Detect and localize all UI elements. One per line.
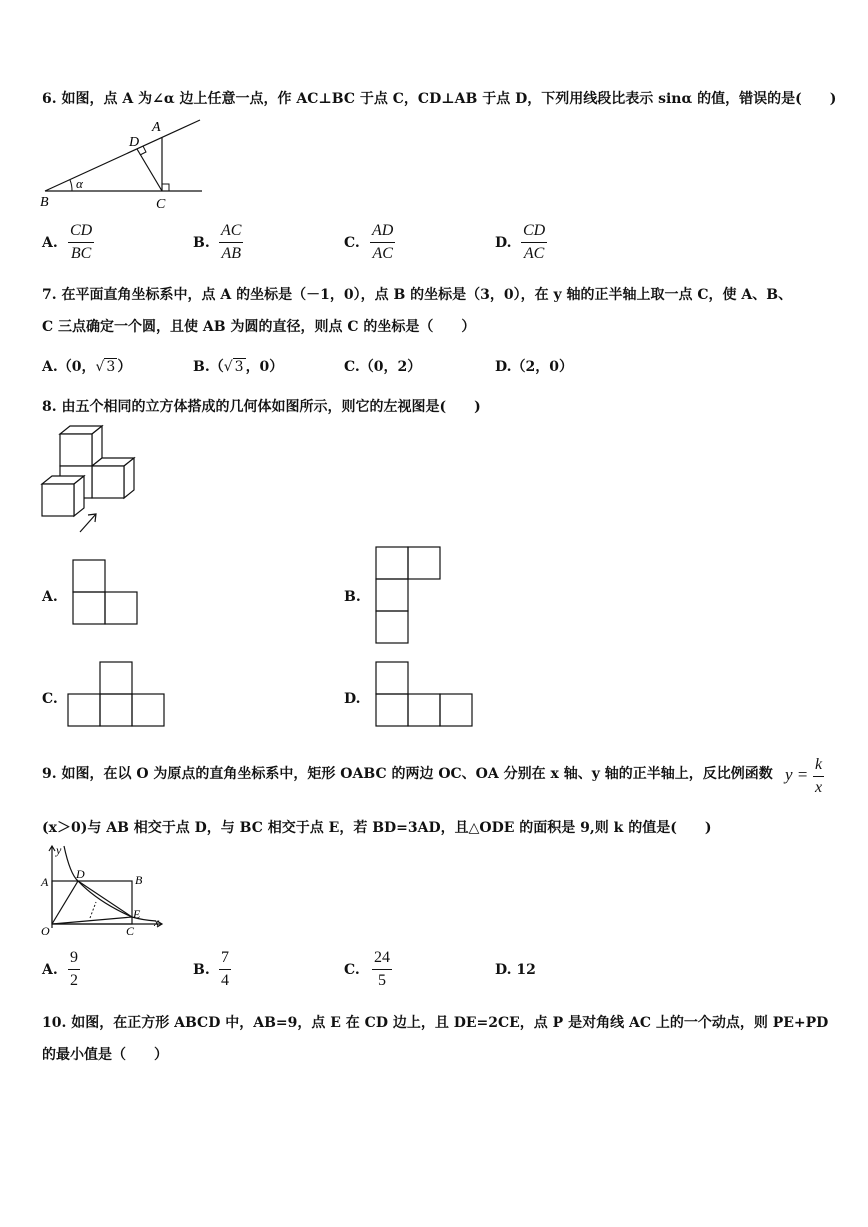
option-fraction: $\frac{9}{2}$ [70, 949, 78, 989]
q9-label-D: D [76, 867, 85, 881]
option-fraction: $\frac{24}{5}$ [374, 949, 390, 989]
q8-option-a-view [72, 559, 140, 627]
option-label: B. [193, 235, 210, 251]
q6-stem: 6. 如图，点 A 为∠α 边上任意一点，作 AC⊥BC 于点 C，CD⊥AB 于点 D，下列用线段比表示 sinα 的值，错误的是( ) [42, 91, 837, 107]
q7-option-b[interactable]: B.（√ 3 ，0） [193, 359, 284, 375]
q9-label-x: x [154, 915, 160, 929]
q10-stem-line2: 的最小值是（ ） [42, 1047, 168, 1063]
q6-figure [40, 116, 210, 211]
option-label: B. [193, 962, 210, 978]
option-fraction: $\frac{AD}{AC}$ [372, 222, 394, 262]
option-fraction: $\frac{AC}{AB}$ [221, 222, 242, 262]
option-fraction: $\frac{7}{4}$ [221, 949, 229, 989]
q6-label-alpha: α [76, 176, 83, 191]
q9-label-C: C [126, 924, 135, 937]
q9-figure [38, 842, 168, 937]
q7-option-d[interactable]: D.（2，0） [495, 359, 573, 375]
q9-label-A: A [41, 875, 49, 889]
option-fraction: $\frac{CD}{BC}$ [70, 222, 93, 262]
q9-label-y: y [56, 843, 62, 857]
option-label: C. [344, 962, 360, 978]
q7-stem-line2: C 三点确定一个圆，且使 AB 为圆的直径，则点 C 的坐标是（ ） [42, 319, 476, 335]
sqrt-symbol: √ 3 [223, 359, 244, 375]
sqrt-symbol: √ 3 [95, 359, 116, 375]
option-label: A. [42, 962, 58, 978]
q9-function: y = $\frac{k}{x}$ [785, 756, 823, 796]
q9-stem-line1: 9. 如图，在以 O 为原点的直角坐标系中，矩形 OABC 的两边 OC、OA 分别在 x 轴、y 轴的正半轴上，反比例函数 [42, 766, 773, 782]
q8-stem: 8. 由五个相同的立方体搭成的几何体如图所示，则它的左视图是( ) [42, 399, 481, 415]
q9-stem-line2: (x＞0)与 AB 相交于点 D，与 BC 相交于点 E，若 BD=3AD，且△ODE 的面积是 9,则 k 的值是( ) [42, 820, 712, 836]
q7-stem-line1: 7. 在平面直角坐标系中，点 A 的坐标是（－1，0），点 B 的坐标是（3，0），在 y 轴的正半轴上取一点 C，使 A、B、 [42, 287, 793, 303]
q9-option-d[interactable]: D. 12 [495, 962, 536, 978]
option-fraction: $\frac{CD}{AC}$ [523, 222, 546, 262]
q6-label-A: A [152, 120, 161, 135]
q8-option-d-view [375, 661, 475, 729]
q7-option-c[interactable]: C.（0，2） [344, 359, 422, 375]
option-label: A. [42, 589, 58, 605]
q6-label-B: B [40, 195, 49, 210]
q7-option-a[interactable]: A.（0，√ 3 ） [42, 359, 132, 375]
option-label: C. [42, 691, 58, 707]
option-label: D. [344, 691, 361, 707]
option-label: C. [344, 235, 360, 251]
q10-stem-line1: 10. 如图，在正方形 ABCD 中，AB=9，点 E 在 CD 边上，且 DE=2CE，点 P 是对角线 AC 上的一个动点，则 PE+PD [42, 1015, 829, 1031]
q9-label-E: E [133, 907, 141, 921]
q9-label-B: B [135, 873, 143, 887]
q8-cube-figure [38, 422, 138, 537]
q6-label-D: D [129, 135, 140, 150]
option-label: D. [495, 235, 512, 251]
q9-label-O: O [41, 924, 50, 937]
option-label: B. [344, 589, 361, 605]
option-label: A. [42, 235, 58, 251]
q8-option-c-view [67, 661, 167, 729]
q6-label-C: C [156, 197, 166, 211]
q8-option-b-view [375, 546, 443, 646]
